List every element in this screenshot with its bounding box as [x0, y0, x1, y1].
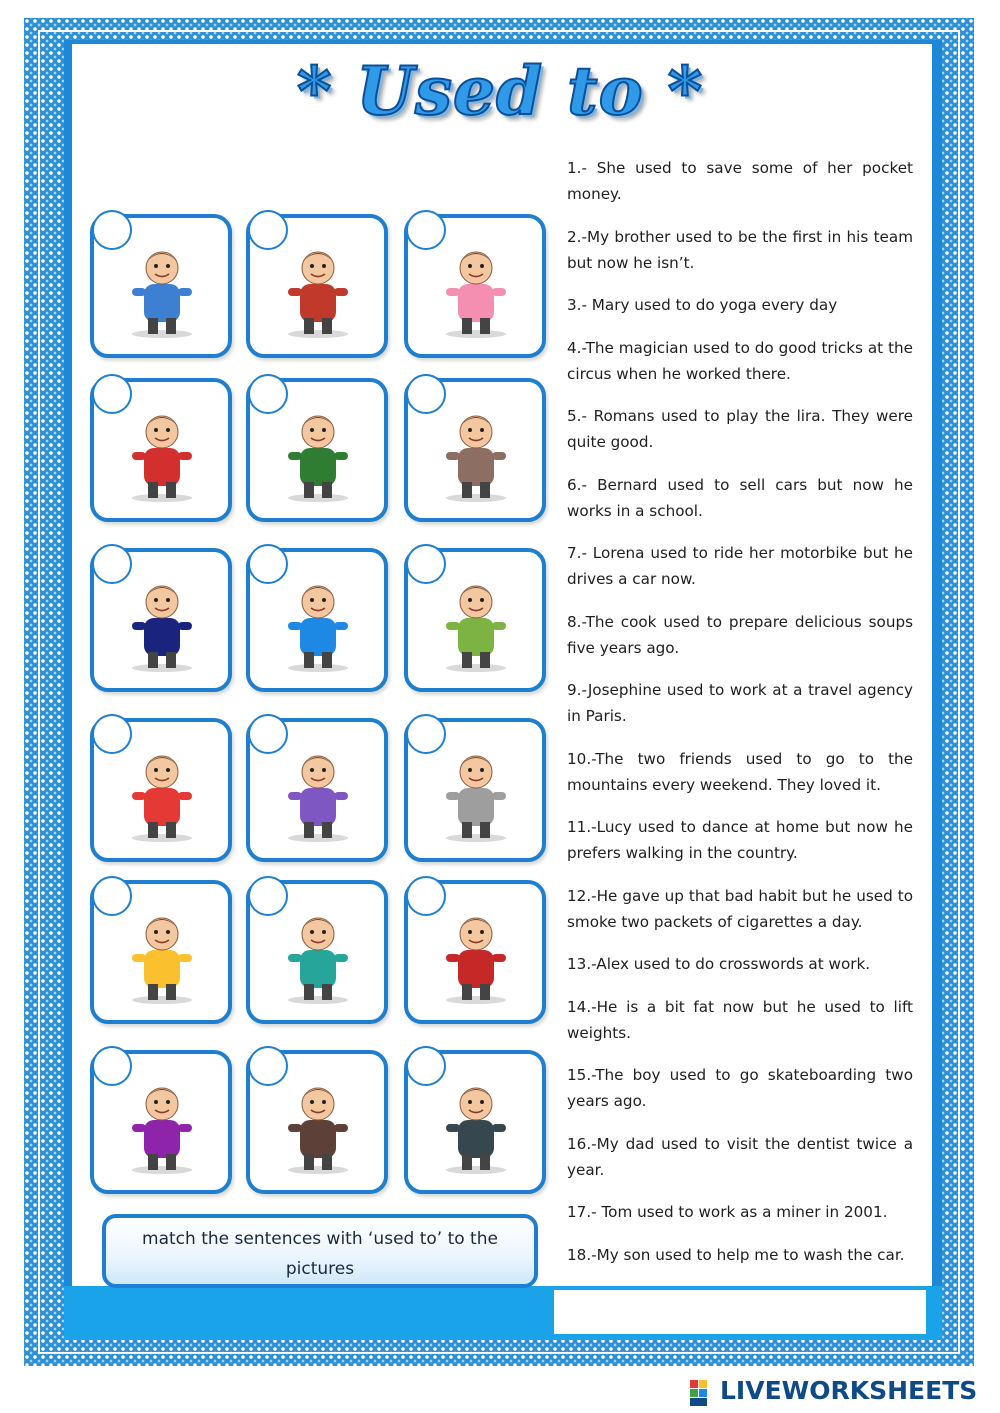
woman-doing-yoga-icon	[118, 404, 206, 504]
instructions-text: match the sentences with ‘used to’ to the pictures	[142, 1229, 498, 1279]
sentence-6: 6.- Bernard used to sell cars but now he works in a school.	[567, 475, 913, 520]
picture-card-10[interactable]	[90, 718, 232, 862]
sentence-13: 13.-Alex used to do crosswords at work.	[567, 955, 871, 973]
sentence-5: 5.- Romans used to play the lira. They were quite good.	[567, 407, 913, 451]
instructions-box	[102, 1214, 538, 1288]
sentence-2: 2.-My brother used to be the first in his team but now he isn’t.	[567, 227, 913, 272]
picture-card-9[interactable]	[404, 548, 546, 692]
sentence-17: 17.- Tom used to work as a miner in 2001.	[567, 1203, 888, 1221]
worksheet-title: * Used to *	[296, 52, 704, 130]
man-doing-crossword-icon	[118, 1076, 206, 1176]
picture-card-14[interactable]	[246, 880, 388, 1024]
sentence-4: 4.-The magician used to do good tricks at the circus when he worked there.	[567, 338, 913, 383]
sentence-3: 3.- Mary used to do yoga every day	[567, 296, 838, 314]
dentist-icon	[432, 1076, 520, 1176]
picture-card-18[interactable]	[404, 1050, 546, 1194]
bottom-white-panel	[554, 1290, 926, 1334]
man-with-medal-icon	[118, 240, 206, 340]
picture-card-7[interactable]	[90, 548, 232, 692]
picture-card-16[interactable]	[90, 1050, 232, 1194]
sentence-9: 9.-Josephine used to work at a travel agency in Paris.	[567, 681, 913, 725]
hikers-with-binoculars-icon	[432, 404, 520, 504]
skateboarder-icon	[274, 906, 362, 1006]
picture-card-3[interactable]	[404, 214, 546, 358]
miner-icon	[274, 1076, 362, 1176]
woman-on-motorbike-icon	[118, 744, 206, 844]
sentence-10: 10.-The two friends used to go to the mountains every weekend. They loved it.	[567, 749, 913, 794]
roman-playing-lyre-icon	[118, 906, 206, 1006]
picture-card-1[interactable]	[90, 214, 232, 358]
magician-icon	[118, 574, 206, 674]
picture-card-11[interactable]	[246, 718, 388, 862]
picture-card-6[interactable]	[404, 378, 546, 522]
brand-name: LIVEWORKSHEETS	[720, 1376, 978, 1405]
sentence-8: 8.-The cook used to prepare delicious soups five years ago.	[567, 612, 913, 657]
car-salesman-icon	[274, 574, 362, 674]
picture-card-8[interactable]	[246, 548, 388, 692]
travel-agency-icon	[432, 906, 520, 1006]
sentence-18: 18.-My son used to help me to wash the car.	[567, 1245, 905, 1264]
angry-smoker-icon	[432, 744, 520, 844]
picture-card-2[interactable]	[246, 214, 388, 358]
sentence-11: 11.-Lucy used to dance at home but now he prefers walking in the country.	[567, 818, 913, 862]
picture-card-17[interactable]	[246, 1050, 388, 1194]
girl-with-piggy-bank-icon	[432, 240, 520, 340]
sentence-14: 14.-He is a bit fat now but he used to lift weights.	[567, 997, 913, 1042]
sentence-12: 12.-He gave up that bad habit but he used to smoke two packets of cigarettes a day.	[567, 886, 913, 931]
sentence-7: 7.- Lorena used to ride her motorbike but he drives a car now.	[567, 544, 913, 588]
weightlifter-icon	[274, 744, 362, 844]
bookseller-woman-icon	[274, 240, 362, 340]
picture-card-15[interactable]	[404, 880, 546, 1024]
picture-card-4[interactable]	[90, 378, 232, 522]
sentence-15: 15.-The boy used to go skateboarding two years ago.	[567, 1066, 913, 1110]
picture-card-12[interactable]	[404, 718, 546, 862]
sentence-16: 16.-My dad used to visit the dentist twice a year.	[567, 1134, 913, 1179]
sentence-list	[567, 155, 913, 1284]
liveworksheets-logo-icon	[690, 1380, 716, 1406]
dancing-woman-icon	[432, 574, 520, 674]
sentence-1: 1.- She used to save some of her pocket money.	[567, 159, 913, 203]
cook-with-pot-icon	[274, 404, 362, 504]
picture-card-13[interactable]	[90, 880, 232, 1024]
picture-card-5[interactable]	[246, 378, 388, 522]
